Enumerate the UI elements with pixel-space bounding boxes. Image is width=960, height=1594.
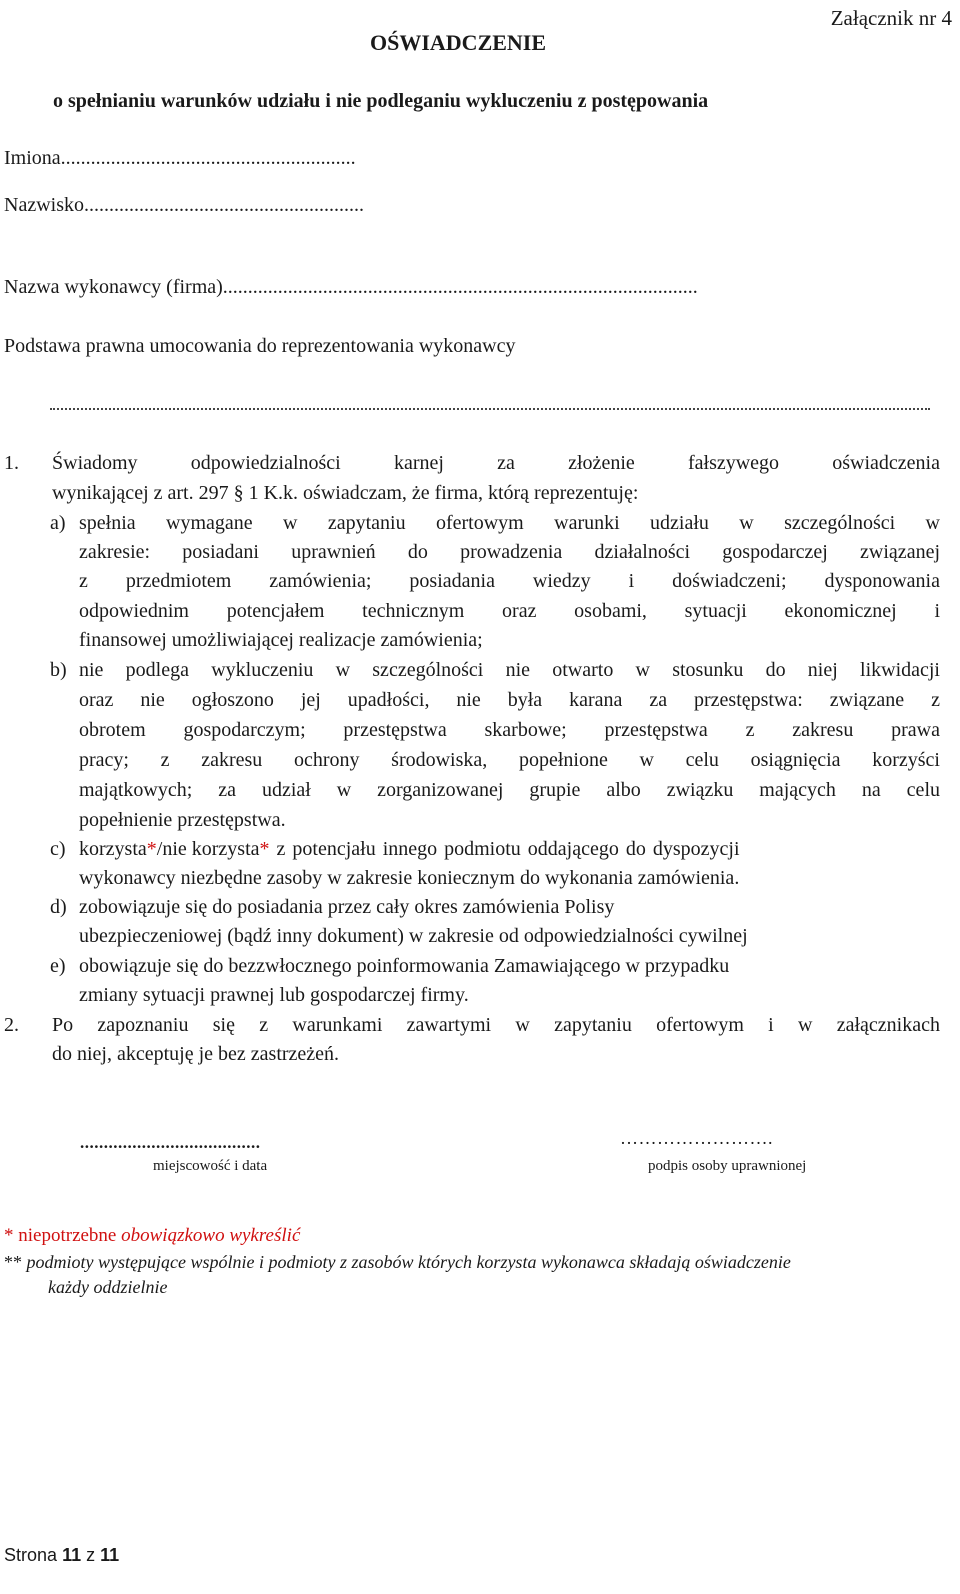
item-c-uses-text: korzysta	[79, 838, 147, 860]
item-a-line: spełnia wymagane w zapytaniu ofertowym warunki udziału w szczególności w	[79, 512, 940, 534]
page-total: 11	[100, 1545, 120, 1565]
item-a-line: z przedmiotem zamówienia; posiadania wiedzy i doświadczeni; dysponowania	[79, 570, 940, 592]
surname-field: Nazwisko........................................................	[4, 194, 364, 216]
item-c-rest-text: z potencjału innego podmiotu oddającego do dyspozycji	[269, 838, 740, 860]
point-1-intro-line: wynikającej z art. 297 § 1 K.k. oświadczam, że firma, którą reprezentuję:	[52, 482, 639, 504]
footnote-1-italic-text: obowiązkowo wykreślić	[121, 1225, 301, 1246]
signature-label: podpis osoby uprawnionej	[648, 1158, 807, 1174]
footnote-2	[4, 1252, 791, 1273]
item-c-line: wykonawcy niezbędne zasoby w zakresie koniecznym do wykonania zamówienia.	[79, 867, 740, 889]
item-e-line: obowiązuje się do bezzwłocznego poinformowania Zamawiającego w przypadku	[79, 955, 730, 977]
item-c-star: *	[259, 838, 270, 860]
item-b-line: obrotem gospodarczym; przestępstwa skarbowe; przestępstwa z zakresu prawa	[79, 719, 940, 741]
item-c-line	[79, 838, 740, 861]
contractor-name-field: Nazwa wykonawcy (firma)...............................................................................................	[4, 276, 698, 298]
document-subtitle: o spełnianiu warunków udziału i nie podleganiu wykluczeniu z postępowania	[53, 90, 709, 112]
item-d-line: zobowiązuje się do posiadania przez cały okres zamówienia Polisy	[79, 896, 615, 918]
item-a-line: finansowej umożliwiającej realizacje zamówienia;	[79, 629, 483, 651]
signature-dotted-line: …………………….	[620, 1128, 773, 1148]
item-c-not-uses-text: /nie korzysta	[156, 838, 260, 860]
item-b-line: nie podlega wykluczeniu w szczególności nie otwarto w stosunku do niej likwidacji	[79, 659, 940, 681]
place-date-dotted-line: ......................................	[80, 1133, 261, 1152]
item-a-marker: a)	[50, 512, 66, 534]
item-c-marker: c)	[50, 838, 66, 860]
point-1-intro-line: Świadomy odpowiedzialności karnej za złożenie fałszywego oświadczenia	[52, 452, 940, 474]
point-2-line: Po zapoznaniu się z warunkami zawartymi w zapytaniu ofertowym i w załącznikach	[52, 1014, 940, 1036]
item-a-line: odpowiednim potencjałem technicznym oraz osobami, sytuacji ekonomicznej i	[79, 600, 940, 622]
page-current: 11	[62, 1545, 82, 1565]
item-b-line: oraz nie ogłoszono jej upadłości, nie była karana za przestępstwa: związane z	[79, 689, 940, 711]
item-b-marker: b)	[50, 659, 67, 681]
page-of: z	[86, 1545, 96, 1565]
item-d-line: ubezpieczeniowej (bądź inny dokument) w zakresie od odpowiedzialności cywilnej	[79, 925, 748, 947]
item-d-marker: d)	[50, 896, 67, 918]
item-e-line: zmiany sytuacji prawnej lub gospodarczej firmy.	[79, 984, 469, 1006]
item-a-line: zakresie: posiadani uprawnień do prowadzenia działalności gospodarczej związanej	[79, 541, 940, 563]
footnote-2-text: podmioty występujące wspólnie i podmioty z zasobów których korzysta wykonawca składają oświadczenie	[26, 1252, 791, 1272]
page-word: Strona	[4, 1545, 58, 1565]
place-date-label: miejscowość i data	[153, 1158, 268, 1174]
item-b-line: pracy; z zakresu ochrony środowiska, popełnione w celu osiągnięcia korzyści	[79, 749, 940, 771]
item-b-line: popełnienie przestępstwa.	[79, 809, 286, 831]
footnote-1	[4, 1225, 300, 1247]
point-2-number: 2.	[4, 1014, 19, 1036]
footnote-1-text: * niepotrzebne	[4, 1225, 117, 1246]
item-b-line: majątkowych; za udział w zorganizowanej grupie albo związku mających na celu	[79, 779, 940, 801]
footnote-2-continuation: każdy oddzielnie	[48, 1277, 168, 1297]
point-2-line: do niej, akceptuję je bez zastrzeżeń.	[52, 1043, 340, 1065]
annex-label: Załącznik nr 4	[830, 6, 952, 30]
page-number	[4, 1545, 119, 1566]
item-e-marker: e)	[50, 955, 66, 977]
first-names-field: Imiona...........................................................	[4, 147, 356, 169]
item-c-star: *	[146, 838, 157, 860]
legal-basis-field: Podstawa prawna umocowania do reprezentowania wykonawcy	[4, 335, 516, 357]
document-title: OŚWIADCZENIE	[370, 30, 547, 55]
footnote-2-stars: **	[4, 1252, 22, 1272]
legal-basis-dotted-line	[50, 398, 930, 410]
point-1-number: 1.	[4, 452, 19, 474]
